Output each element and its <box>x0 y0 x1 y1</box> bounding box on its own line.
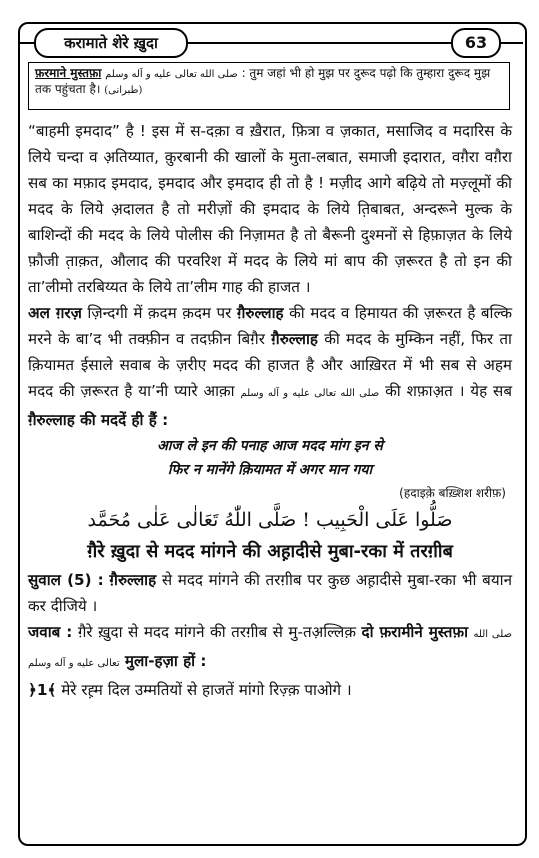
answer-bold-start: दो फ़रामीने मुस्तफ़ा <box>361 623 469 641</box>
question-label: सुवाल (5) : <box>28 571 104 589</box>
paragraph-1: “बाहमी इमदाद” है ! इस में स-दक़ा व ख़ैरात, फ़ित्रा व ज़कात, मसाजिद व मदारिस के लिये चन्दा व अ़तिय्यात, क़ुरबानी की खालों के मुता-लबात, समाजी इदारात, वग़ैरा वग़ैरा सब का मफ़ाद इमदाद, इमदाद और इमदाद ही तो है ! मज़ीद आगे बढ़िये तो मज़्लूमों की मदद के लिये अ़दालत है तो मरीज़ों की इमदाद के लिये त़िबाबत, अन्दरूने मुल्क के बाशिन्दों की मदद के लिये पोलीस की निज़ामत है तो बैरूनी दुश्मनों से हिफ़ाज़त के लिये फ़ौजी त़ाक़त, औलाद की परवरिश में मदद के लिये मां बाप की ज़रूरत है तो इन की ता’लीमो तरबिय्यत के लिये ता’लीम गाह की हाजत । <box>28 122 512 296</box>
poem-line-1: आज ले इन की पनाह आज मदद मांग इन से <box>157 438 383 454</box>
poem-source: (हदाइके़ बख़्शिश शरीफ़) <box>399 486 506 500</box>
hadith-1 <box>28 677 512 703</box>
farmane-text: : तुम जहां भी हो मुझ पर दुरूद पढ़ो कि तुम्हारा दुरूद मुझ तक पहुंचता है। <box>35 66 491 96</box>
p2-t2: की मदद व हिमायत की ज़रूरत है बल्कि मरने के बा’द भी तक्फ़ीन व तदफ़ीन बिग़ैर <box>28 304 512 348</box>
farmane-source: (طبرانی) <box>104 85 143 96</box>
hadith-1-text: मेरे रह़्म दिल उम्मतियों से हाजतें मांगो रिज़्क़ पाओगे । <box>56 681 352 699</box>
answer-text: ग़ैरे ख़ुदा से मदद मांगने की तरग़ीब से मु-तअ़ल्लिक़ <box>72 623 362 641</box>
p2-t1: ज़िन्दगी में क़दम क़दम पर <box>81 304 237 322</box>
al-garaz: अल ग़रज़ <box>28 304 82 322</box>
p2-t4: की शफ़ाअ़त । येह सब <box>379 382 512 400</box>
question-text: से मदद मांगने की तरग़ीब पर कुछ अह़ादीसे मुबा-रका भी बयान कर दीजिये । <box>28 571 513 615</box>
gairullah-2: ग़ैरुल्लाह <box>271 330 318 348</box>
page-number: 63 <box>451 28 501 58</box>
gairullah-3: ग़ैरुल्लाह <box>28 411 75 429</box>
p2-t3: की मदद के मुम्किन नहीं, फिर ता क़ियामत ईसाले सवाब के ज़रीए मदद की हाजत है और आख़िरत में भी सब से अहम मदद की ज़रूरत है या’नी प्यारे आक़ा <box>28 330 512 400</box>
p2-arabic: صلى الله تعالى عليه و آله وسلم <box>240 388 380 399</box>
question <box>28 567 512 619</box>
farmane-box <box>28 62 510 110</box>
question-gairullah: ग़ैरुल्लाह <box>109 571 157 589</box>
gairullah-1: ग़ैरुल्लाह <box>236 304 284 322</box>
salat-line: صَلُّوا عَلَى الْحَبِيب ! صَلَّى اللّٰهُ تَعَالٰى عَلٰى مُحَمَّد <box>87 509 453 531</box>
hadith-1-num: ﴿1﴾ <box>28 681 57 699</box>
paragraph-2 <box>28 300 512 433</box>
poem-line-2: फिर न मानेंगे क़ियामत में अगर मान गया <box>167 462 373 478</box>
main-text <box>28 118 512 703</box>
answer <box>28 619 512 677</box>
section-heading: ग़ैरे ख़ुदा से मदद मांगने की अह़ादीसे मुबा-रका में तरग़ीब <box>87 541 453 562</box>
p2-t5: की मददें ही हैं : <box>74 411 169 429</box>
answer-bold-end: मुला-हज़ा हों : <box>119 652 207 670</box>
farmane-salutation: صلى الله تعالى عليه و آله وسلم <box>105 69 238 80</box>
answer-label: जवाब : <box>28 623 73 641</box>
book-title: करामाते शेरे ख़ुदा <box>34 28 188 58</box>
farmane-label: फ़रमाने मुस्तफ़ा <box>35 66 102 80</box>
answer-arabic: صلى الله تعالى عليه و آله وسلم <box>28 629 513 669</box>
